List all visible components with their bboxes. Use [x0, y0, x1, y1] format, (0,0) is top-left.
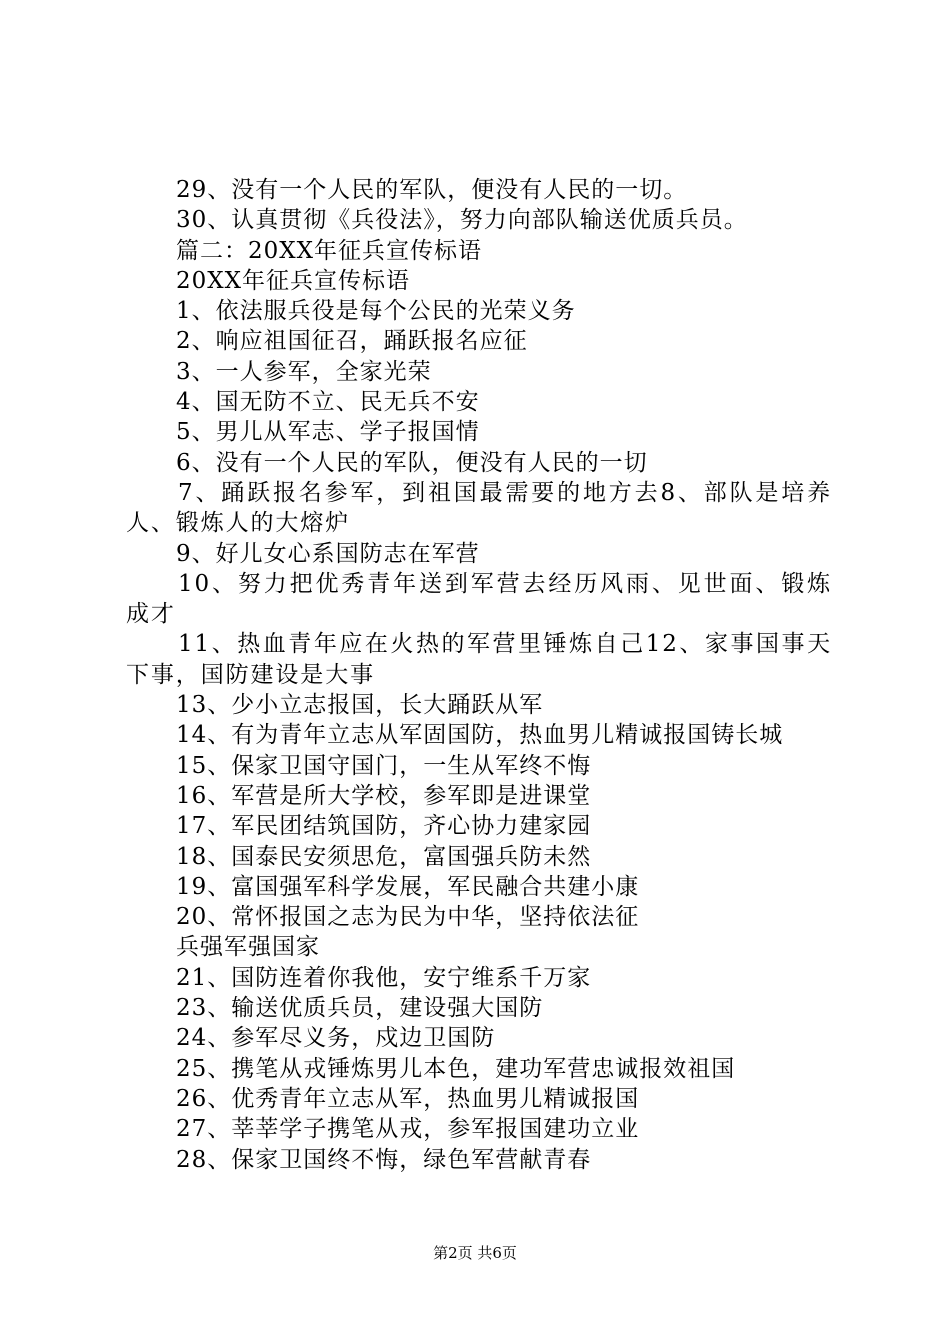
text-paragraph: 11、热血青年应在火热的军营里锤炼自己12、家事国事天下事，国防建设是大事	[126, 631, 832, 688]
text-line: 5、男儿从军志、学子报国情	[176, 419, 480, 446]
text-line: 16、军营是所大学校，参军即是进课堂	[176, 782, 592, 809]
text-line: 24、参军尽义务，戍边卫国防	[176, 1025, 496, 1052]
section-heading: 篇二：20XX年征兵宣传标语	[176, 237, 483, 264]
document-body	[126, 175, 832, 1175]
text-line: 兵强军强国家	[176, 934, 320, 961]
text-line: 4、国无防不立、民无兵不安	[176, 389, 480, 416]
text-line: 9、好儿女心系国防志在军营	[176, 540, 480, 567]
text-line: 1、依法服兵役是每个公民的光荣义务	[176, 298, 576, 325]
text-line: 15、保家卫国守国门，一生从军终不悔	[176, 752, 592, 779]
section-title: 20XX年征兵宣传标语	[176, 267, 411, 294]
text-line: 20、常怀报国之志为民为中华，坚持依法征	[176, 904, 640, 931]
text-line: 30、认真贯彻《兵役法》，努力向部队输送优质兵员。	[176, 207, 748, 234]
text-paragraph: 10、努力把优秀青年送到军营去经历风雨、见世面、锻炼成才	[126, 570, 832, 628]
text-line: 14、有为青年立志从军固国防，热血男儿精诚报国铸长城	[176, 722, 784, 749]
text-line: 29、没有一个人民的军队，便没有人民的一切。	[176, 177, 688, 203]
text-line: 19、富国强军科学发展，军民融合共建小康	[176, 873, 640, 900]
text-line: 26、优秀青年立志从军，热血男儿精诚报国	[176, 1085, 640, 1112]
text-line: 27、莘莘学子携笔从戎，参军报国建功立业	[176, 1116, 640, 1143]
text-line: 13、少小立志报国，长大踊跃从军	[176, 692, 544, 719]
text-line: 25、携笔从戎锤炼男儿本色，建功军营忠诚报效祖国	[176, 1055, 736, 1082]
page-number-footer: 第2页 共6页	[433, 1244, 517, 1262]
text-line: 3、一人参军，全家光荣	[176, 358, 432, 385]
text-line: 23、输送优质兵员，建设强大国防	[176, 995, 544, 1022]
text-line: 17、军民团结筑国防，齐心协力建家园	[176, 813, 592, 840]
text-line: 6、没有一个人民的军队，便没有人民的一切	[176, 449, 648, 476]
text-line: 28、保家卫国终不悔，绿色军营献青春	[176, 1146, 592, 1173]
text-line: 2、响应祖国征召，踊跃报名应征	[176, 328, 528, 355]
text-line: 18、国泰民安须思危，富国强兵防未然	[176, 843, 592, 870]
text-paragraph: 7、踊跃报名参军，到祖国最需要的地方去8、部队是培养人、锻炼人的大熔炉	[126, 479, 832, 537]
text-line: 21、国防连着你我他，安宁维系千万家	[176, 964, 592, 991]
